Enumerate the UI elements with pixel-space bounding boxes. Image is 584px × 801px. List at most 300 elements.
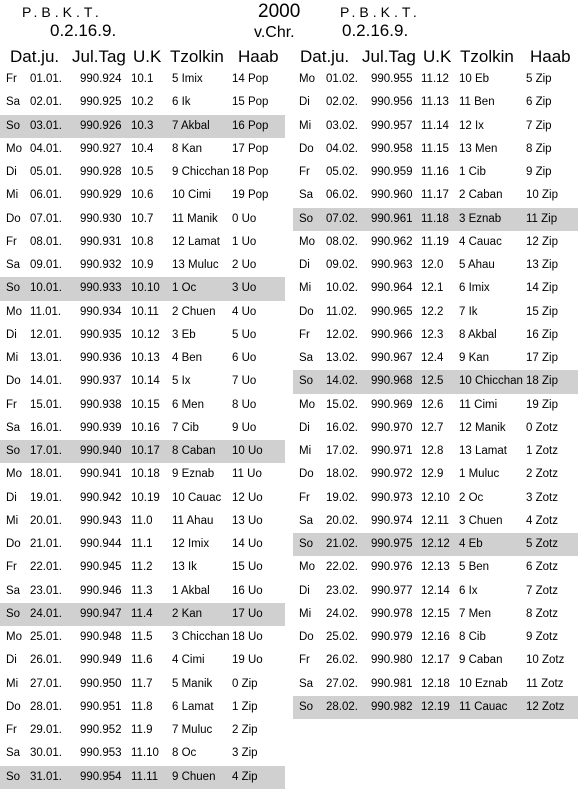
weekday-cell: Sa xyxy=(6,96,21,109)
tzolkin-cell: 9 Chuen xyxy=(172,770,216,783)
table-row xyxy=(293,603,578,626)
weekday-cell: Fr xyxy=(6,724,17,736)
uk-value-cell: 10.10 xyxy=(131,282,160,295)
uk-value-cell: 11.6 xyxy=(131,654,153,667)
julian-day-cell: 990.980 xyxy=(371,654,413,667)
tzolkin-cell: 2 Caban xyxy=(459,189,503,202)
weekday-cell: Sa xyxy=(299,352,314,364)
weekday-cell: Mi xyxy=(299,282,312,295)
date-cell: 30.01. xyxy=(30,747,62,760)
weekday-cell: So xyxy=(6,607,21,620)
date-cell: 05.02. xyxy=(326,166,358,178)
julian-day-cell: 990.924 xyxy=(80,73,122,85)
julian-day-cell: 990.931 xyxy=(80,235,122,248)
julian-day-cell: 990.966 xyxy=(371,328,413,341)
haab-cell: 17 Pop xyxy=(232,142,269,155)
haab-cell: 14 Pop xyxy=(232,73,269,85)
weekday-cell: Di xyxy=(299,96,310,109)
tzolkin-cell: 10 Eznab xyxy=(459,677,508,690)
weekday-cell: Di xyxy=(6,328,17,341)
table-row xyxy=(0,115,285,138)
date-cell: 17.02. xyxy=(326,445,358,457)
uk-value-cell: 12.14 xyxy=(421,584,450,597)
weekday-cell: Mo xyxy=(6,631,22,643)
date-cell: 20.01. xyxy=(30,514,62,527)
tzolkin-cell: 12 Lamat xyxy=(172,235,220,248)
col-header-uk-right: U.K xyxy=(423,47,452,66)
table-row xyxy=(293,254,578,277)
tzolkin-cell: 13 Muluc xyxy=(172,259,219,271)
date-cell: 01.01. xyxy=(30,73,62,85)
tzolkin-cell: 6 Lamat xyxy=(172,700,214,713)
julian-day-cell: 990.934 xyxy=(80,305,122,318)
table-row xyxy=(0,347,285,370)
weekday-cell: Fr xyxy=(299,654,310,667)
table-row xyxy=(293,115,578,138)
date-cell: 16.02. xyxy=(326,421,358,434)
tzolkin-cell: 3 Chuen xyxy=(459,514,503,527)
julian-day-cell: 990.956 xyxy=(371,96,413,109)
julian-day-cell: 990.932 xyxy=(80,259,122,271)
uk-value-cell: 12.5 xyxy=(421,375,444,388)
date-cell: 23.01. xyxy=(30,584,62,597)
uk-value-cell: 10.12 xyxy=(131,328,160,341)
julian-day-cell: 990.930 xyxy=(80,212,122,225)
tzolkin-cell: 5 Ahau xyxy=(459,259,495,271)
table-row xyxy=(293,324,578,347)
weekday-cell: Mi xyxy=(6,189,19,202)
haab-cell: 17 Zip xyxy=(526,352,558,364)
julian-day-cell: 990.962 xyxy=(371,235,413,248)
julian-day-cell: 990.954 xyxy=(80,770,122,783)
uk-value-cell: 10.2 xyxy=(131,96,154,109)
julian-day-cell: 990.967 xyxy=(371,352,413,364)
uk-value-cell: 10.3 xyxy=(131,119,154,132)
table-row xyxy=(293,277,578,300)
haab-cell: 4 Zotz xyxy=(526,514,558,527)
uk-value-cell: 11.10 xyxy=(131,747,159,760)
uk-value-cell: 11.0 xyxy=(131,514,153,527)
julian-day-cell: 990.944 xyxy=(80,538,122,550)
table-row xyxy=(293,440,578,463)
uk-value-cell: 10.7 xyxy=(131,212,154,225)
haab-cell: 19 Pop xyxy=(232,189,269,202)
tzolkin-cell: 1 Oc xyxy=(172,282,197,295)
col-header-julday: Jul.Tag xyxy=(72,47,126,66)
date-cell: 10.01. xyxy=(30,282,62,295)
february-table xyxy=(293,68,578,719)
tzolkin-cell: 2 Kan xyxy=(172,607,203,620)
tzolkin-cell: 5 Imix xyxy=(172,73,203,85)
julian-day-cell: 990.979 xyxy=(371,631,413,643)
col-header-julday-right: Jul.Tag xyxy=(362,47,416,66)
col-header-tzolkin: Tzolkin xyxy=(170,47,224,66)
table-row xyxy=(0,370,285,393)
haab-cell: 16 Pop xyxy=(232,119,269,132)
tzolkin-cell: 12 Imix xyxy=(172,538,210,550)
date-cell: 02.01. xyxy=(30,96,62,109)
tzolkin-cell: 3 Eznab xyxy=(459,212,502,225)
weekday-cell: Di xyxy=(6,491,17,504)
uk-value-cell: 10.1 xyxy=(131,73,154,85)
weekday-cell: Sa xyxy=(299,677,314,690)
date-cell: 21.01. xyxy=(30,538,62,550)
table-row xyxy=(293,138,578,161)
weekday-cell: Fr xyxy=(6,235,17,248)
tzolkin-cell: 4 Cimi xyxy=(172,654,205,667)
tzolkin-cell: 8 Caban xyxy=(172,445,216,457)
uk-value-cell: 11.16 xyxy=(421,166,449,178)
date-cell: 26.01. xyxy=(30,654,62,667)
tzolkin-cell: 1 Cib xyxy=(459,166,486,178)
uk-value-cell: 10.5 xyxy=(131,166,154,178)
weekday-cell: Sa xyxy=(6,421,21,434)
table-row xyxy=(0,277,285,300)
uk-value-cell: 12.2 xyxy=(421,305,444,318)
weekday-cell: Mi xyxy=(6,352,19,364)
year-title: 2000 xyxy=(258,1,301,22)
haab-cell: 9 Uo xyxy=(232,421,257,434)
date-cell: 19.02. xyxy=(326,491,358,504)
tzolkin-cell: 3 Chicchan xyxy=(172,631,230,643)
table-row xyxy=(0,510,285,533)
haab-cell: 8 Zip xyxy=(526,142,552,155)
date-cell: 26.02. xyxy=(326,654,358,667)
uk-value-cell: 12.17 xyxy=(421,654,450,667)
date-cell: 15.01. xyxy=(30,398,62,411)
table-row xyxy=(293,649,578,672)
haab-cell: 6 Zotz xyxy=(526,561,558,574)
uk-value-cell: 12.7 xyxy=(421,421,444,434)
haab-cell: 16 Zip xyxy=(526,328,558,341)
haab-cell: 8 Zotz xyxy=(526,607,558,620)
table-row xyxy=(293,556,578,579)
uk-value-cell: 11.5 xyxy=(131,631,153,643)
date-cell: 28.02. xyxy=(326,700,358,713)
date-cell: 08.01. xyxy=(30,235,62,248)
tzolkin-cell: 4 Ben xyxy=(172,352,203,364)
julian-day-cell: 990.943 xyxy=(80,514,122,527)
table-row xyxy=(293,208,578,231)
weekday-cell: Di xyxy=(6,166,17,178)
julian-day-cell: 990.971 xyxy=(371,445,413,457)
tzolkin-cell: 3 Eb xyxy=(172,328,196,341)
uk-value-cell: 11.17 xyxy=(421,189,449,202)
tzolkin-cell: 2 Chuen xyxy=(172,305,216,318)
col-header-haab-right: Haab xyxy=(530,47,571,66)
uk-value-cell: 10.19 xyxy=(131,491,160,504)
date-cell: 14.02. xyxy=(326,375,358,388)
julian-day-cell: 990.945 xyxy=(80,561,122,574)
uk-value-cell: 12.10 xyxy=(421,491,450,504)
table-row xyxy=(293,161,578,184)
table-row xyxy=(293,68,578,91)
tzolkin-cell: 5 Manik xyxy=(172,677,213,690)
date-cell: 27.02. xyxy=(326,677,358,690)
table-row xyxy=(0,487,285,510)
tzolkin-cell: 9 Caban xyxy=(459,654,503,667)
haab-cell: 18 Pop xyxy=(232,166,269,178)
tzolkin-cell: 6 Men xyxy=(172,398,204,411)
table-row xyxy=(0,91,285,114)
julian-day-cell: 990.935 xyxy=(80,328,122,341)
table-row xyxy=(0,742,285,765)
table-row xyxy=(293,510,578,533)
uk-value-cell: 10.14 xyxy=(131,375,160,388)
uk-value-cell: 12.0 xyxy=(421,259,444,271)
haab-cell: 17 Uo xyxy=(232,607,263,620)
date-cell: 07.01. xyxy=(30,212,62,225)
table-row xyxy=(0,324,285,347)
weekday-cell: Mo xyxy=(6,305,22,318)
col-header-tzolkin-right: Tzolkin xyxy=(460,47,514,66)
julian-day-cell: 990.968 xyxy=(371,375,413,388)
uk-value-cell: 12.11 xyxy=(421,514,449,527)
date-cell: 01.02. xyxy=(326,73,358,85)
julian-day-cell: 990.961 xyxy=(371,212,413,225)
date-cell: 04.01. xyxy=(30,142,62,155)
julian-day-cell: 990.981 xyxy=(371,677,413,690)
date-cell: 17.01. xyxy=(30,445,62,457)
haab-cell: 1 Uo xyxy=(232,235,257,248)
julian-day-cell: 990.953 xyxy=(80,747,122,760)
uk-value-cell: 10.13 xyxy=(131,352,160,364)
date-cell: 12.01. xyxy=(30,328,62,341)
haab-cell: 0 Zip xyxy=(232,677,258,690)
tzolkin-cell: 12 Ix xyxy=(459,119,484,132)
uk-value-cell: 10.4 xyxy=(131,142,154,155)
haab-cell: 19 Uo xyxy=(232,654,263,667)
table-row xyxy=(293,394,578,417)
tzolkin-cell: 7 Men xyxy=(459,607,491,620)
tzolkin-cell: 6 Imix xyxy=(459,282,490,295)
haab-cell: 7 Zip xyxy=(526,119,552,132)
haab-cell: 4 Zip xyxy=(232,770,258,783)
table-row xyxy=(293,463,578,486)
uk-value-cell: 10.16 xyxy=(131,421,160,434)
table-row xyxy=(293,347,578,370)
uk-value-cell: 12.12 xyxy=(421,538,450,550)
tzolkin-cell: 13 Ik xyxy=(172,561,197,574)
uk-value-cell: 11.7 xyxy=(131,677,153,690)
tzolkin-cell: 1 Akbal xyxy=(172,584,210,597)
table-row xyxy=(293,533,578,556)
tzolkin-cell: 4 Cauac xyxy=(459,235,502,248)
julian-day-cell: 990.941 xyxy=(80,468,122,481)
uk-value-cell: 10.15 xyxy=(131,398,160,411)
weekday-cell: So xyxy=(6,770,21,783)
haab-cell: 2 Zotz xyxy=(526,468,558,481)
date-cell: 06.02. xyxy=(326,189,358,202)
uk-value-cell: 12.4 xyxy=(421,352,444,364)
table-row xyxy=(0,161,285,184)
date-cell: 18.02. xyxy=(326,468,358,481)
julian-day-cell: 990.933 xyxy=(80,282,122,295)
haab-cell: 14 Uo xyxy=(232,538,263,550)
uk-value-cell: 10.9 xyxy=(131,259,154,271)
haab-cell: 19 Zip xyxy=(526,398,558,411)
tzolkin-cell: 13 Lamat xyxy=(459,445,507,457)
tzolkin-cell: 10 Eb xyxy=(459,73,490,85)
haab-cell: 14 Zip xyxy=(526,282,558,295)
weekday-cell: Do xyxy=(299,631,314,643)
weekday-cell: Sa xyxy=(6,259,21,271)
haab-cell: 9 Zotz xyxy=(526,631,558,643)
date-cell: 05.01. xyxy=(30,166,62,178)
tzolkin-cell: 11 Ben xyxy=(459,96,495,109)
tzolkin-cell: 11 Cauac xyxy=(459,700,508,713)
weekday-cell: Sa xyxy=(6,747,21,760)
weekday-cell: Fr xyxy=(299,491,310,504)
left-pbkt-code: 0.2.16.9. xyxy=(50,21,117,40)
table-row xyxy=(0,766,285,789)
julian-day-cell: 990.957 xyxy=(371,119,413,132)
tzolkin-cell: 11 Manik xyxy=(172,212,218,225)
weekday-cell: So xyxy=(6,445,21,457)
tzolkin-cell: 8 Kan xyxy=(172,142,203,155)
weekday-cell: So xyxy=(299,375,314,388)
julian-day-cell: 990.936 xyxy=(80,352,122,364)
table-row xyxy=(293,673,578,696)
haab-cell: 12 Uo xyxy=(232,491,263,504)
haab-cell: 13 Zip xyxy=(526,259,558,271)
haab-cell: 0 Uo xyxy=(232,212,257,225)
date-cell: 02.02. xyxy=(326,96,358,109)
weekday-cell: Mo xyxy=(299,398,315,411)
tzolkin-cell: 11 Ahau xyxy=(172,514,214,527)
uk-value-cell: 12.6 xyxy=(421,398,444,411)
date-cell: 11.01. xyxy=(30,305,62,318)
weekday-cell: Fr xyxy=(299,328,310,341)
uk-value-cell: 12.18 xyxy=(421,677,450,690)
date-cell: 29.01. xyxy=(30,724,62,736)
haab-cell: 4 Uo xyxy=(232,305,257,318)
table-row xyxy=(293,696,578,719)
weekday-cell: Sa xyxy=(6,584,21,597)
table-row xyxy=(293,626,578,649)
date-cell: 31.01. xyxy=(30,770,62,783)
uk-value-cell: 11.2 xyxy=(131,561,153,574)
uk-value-cell: 12.19 xyxy=(421,700,450,713)
uk-value-cell: 10.18 xyxy=(131,468,160,481)
julian-day-cell: 990.963 xyxy=(371,259,413,271)
date-cell: 03.02. xyxy=(326,119,358,132)
date-cell: 13.01. xyxy=(30,352,62,364)
haab-cell: 3 Uo xyxy=(232,282,257,295)
table-row xyxy=(0,673,285,696)
date-cell: 23.02. xyxy=(326,584,358,597)
tzolkin-cell: 10 Cimi xyxy=(172,189,211,202)
uk-value-cell: 10.11 xyxy=(131,305,159,318)
table-row xyxy=(293,301,578,324)
date-cell: 22.01. xyxy=(30,561,62,574)
weekday-cell: Do xyxy=(6,700,21,713)
tzolkin-cell: 8 Akbal xyxy=(459,328,497,341)
uk-value-cell: 11.1 xyxy=(131,538,153,550)
table-row xyxy=(0,696,285,719)
haab-cell: 12 Zotz xyxy=(526,700,565,713)
haab-cell: 3 Zip xyxy=(232,747,258,760)
uk-value-cell: 10.17 xyxy=(131,445,160,457)
haab-cell: 2 Zip xyxy=(232,724,258,736)
haab-cell: 5 Zip xyxy=(526,73,552,85)
date-cell: 09.02. xyxy=(326,259,358,271)
tzolkin-cell: 2 Oc xyxy=(459,491,484,504)
tzolkin-cell: 6 Ik xyxy=(172,96,191,109)
haab-cell: 7 Zotz xyxy=(526,584,558,597)
january-table xyxy=(0,68,285,789)
tzolkin-cell: 5 Ben xyxy=(459,561,490,574)
julian-day-cell: 990.955 xyxy=(371,73,413,85)
haab-cell: 16 Uo xyxy=(232,584,263,597)
tzolkin-cell: 7 Muluc xyxy=(172,724,213,736)
weekday-cell: Mo xyxy=(6,142,22,155)
julian-day-cell: 990.969 xyxy=(371,398,413,411)
table-row xyxy=(0,533,285,556)
weekday-cell: Mo xyxy=(6,468,22,481)
haab-cell: 11 Uo xyxy=(232,468,262,481)
haab-cell: 10 Uo xyxy=(232,445,263,457)
table-row xyxy=(0,208,285,231)
col-header-date-right: Dat.ju. xyxy=(300,47,350,66)
haab-cell: 11 Zip xyxy=(526,212,558,225)
haab-cell: 5 Uo xyxy=(232,328,257,341)
date-cell: 03.01. xyxy=(30,119,62,132)
uk-value-cell: 12.1 xyxy=(421,282,444,295)
uk-value-cell: 11.8 xyxy=(131,700,153,713)
weekday-cell: Do xyxy=(6,212,21,225)
uk-value-cell: 11.9 xyxy=(131,724,153,736)
julian-day-cell: 990.947 xyxy=(80,607,122,620)
table-row xyxy=(0,68,285,91)
table-row xyxy=(293,370,578,393)
julian-day-cell: 990.942 xyxy=(80,491,122,504)
date-cell: 20.02. xyxy=(326,514,358,527)
julian-day-cell: 990.964 xyxy=(371,282,413,295)
weekday-cell: Mo xyxy=(299,561,315,574)
uk-value-cell: 11.19 xyxy=(421,235,449,248)
weekday-cell: Mi xyxy=(299,119,312,132)
uk-value-cell: 11.15 xyxy=(421,142,449,155)
uk-value-cell: 12.9 xyxy=(421,468,444,481)
weekday-cell: Fr xyxy=(6,398,17,411)
uk-value-cell: 12.13 xyxy=(421,561,450,574)
julian-day-cell: 990.926 xyxy=(80,119,122,132)
weekday-cell: Do xyxy=(6,375,21,388)
julian-day-cell: 990.949 xyxy=(80,654,122,667)
date-cell: 25.01. xyxy=(30,631,62,643)
date-cell: 09.01. xyxy=(30,259,62,271)
julian-day-cell: 990.925 xyxy=(80,96,122,109)
tzolkin-cell: 9 Kan xyxy=(459,352,490,364)
weekday-cell: Mi xyxy=(299,607,312,620)
weekday-cell: Mi xyxy=(299,445,312,457)
weekday-cell: Di xyxy=(299,584,310,597)
julian-day-cell: 990.937 xyxy=(80,375,122,388)
weekday-cell: So xyxy=(299,538,314,550)
date-cell: 27.01. xyxy=(30,677,62,690)
julian-day-cell: 990.927 xyxy=(80,142,122,155)
table-row xyxy=(0,184,285,207)
table-row xyxy=(293,580,578,603)
table-row xyxy=(293,487,578,510)
julian-day-cell: 990.939 xyxy=(80,421,122,434)
table-row xyxy=(0,254,285,277)
uk-value-cell: 12.16 xyxy=(421,631,450,643)
date-cell: 08.02. xyxy=(326,235,358,248)
julian-day-cell: 990.977 xyxy=(371,584,413,597)
haab-cell: 13 Uo xyxy=(232,514,263,527)
